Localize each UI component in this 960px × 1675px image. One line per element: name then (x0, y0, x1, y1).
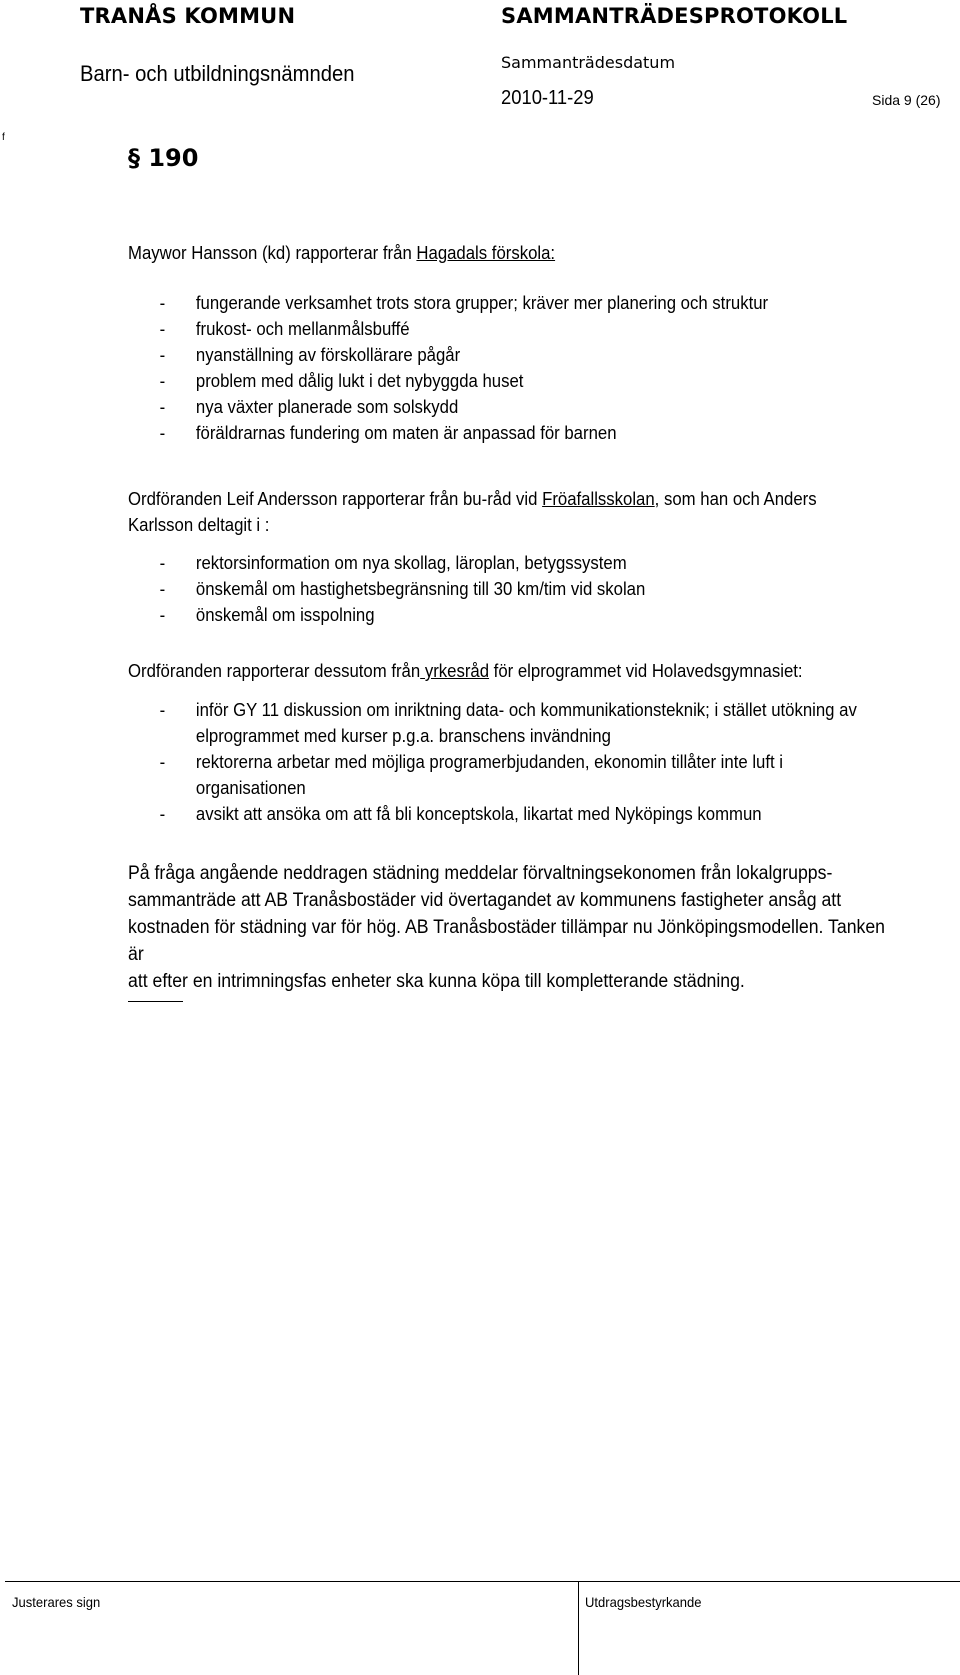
council-name-yrkesrad: yrkesråd (420, 661, 490, 681)
bullet-dash: - (159, 605, 166, 625)
bullet-dash: - (159, 553, 166, 573)
paragraph-froafall-report (128, 486, 817, 538)
hagadal-bullet-list (128, 290, 960, 446)
paragraph-line: att efter en intrimningsfas enheter ska kunna köpa till kompletterande städning. (128, 971, 745, 992)
list-item-text: avsikt att ansöka om att få bli konceptskola, likartat med Nyköpings kommun (195, 804, 762, 824)
paragraph-text: Ordföranden rapporterar dessutom från (128, 661, 421, 681)
paragraph-line: På fråga angående neddragen städning meddelar förvaltningsekonomen från lokalgrupps- (128, 863, 833, 884)
list-item (128, 368, 960, 394)
list-item (128, 394, 960, 420)
meeting-date: 2010-11-29 (501, 87, 594, 109)
list-item (128, 697, 960, 749)
paragraph-cleaning-question (128, 860, 902, 995)
list-item (128, 290, 960, 316)
paragraph-text: , som han och Anders (654, 489, 817, 509)
section-heading (128, 144, 198, 172)
list-item-text: problem med dålig lukt i det nybyggda huset (195, 371, 524, 391)
list-item-text: önskemål om isspolning (195, 605, 375, 625)
footer-box (5, 1581, 960, 1674)
extract-certification-label: Utdragsbestyrkande (585, 1594, 702, 1610)
school-name-froafall: Fröafallsskolan (542, 489, 655, 509)
section-end-line (128, 1001, 183, 1002)
list-item-text: nya växter planerade som solskydd (195, 397, 459, 417)
paragraph-hagadal-report (128, 240, 555, 266)
paragraph-text: Maywor Hansson (kd) rapporterar från (128, 243, 417, 263)
bullet-dash: - (159, 700, 166, 720)
list-item (128, 602, 960, 628)
adjuster-signature-label: Justerares sign (12, 1594, 101, 1610)
school-name-hagadal: Hagadals förskola: (416, 243, 556, 263)
bullet-dash: - (159, 423, 166, 443)
document-type: SAMMANTRÄDESPROTOKOLL (501, 4, 848, 28)
bullet-dash: - (159, 804, 166, 824)
organization-name: TRANÅS KOMMUN (80, 4, 296, 28)
list-item (128, 550, 960, 576)
list-item (128, 801, 960, 827)
margin-mark: f (2, 132, 5, 143)
list-item-text: föräldrarnas fundering om maten är anpassad för barnen (195, 423, 617, 443)
list-item-text: nyanställning av förskollärare pågår (195, 345, 461, 365)
list-item-text: rektorsinformation om nya skollag, läroplan, betygssystem (195, 553, 627, 573)
paragraph-line: kostnaden för städning var för hög. AB Tranåsbostäder tillämpar nu Jönköpingsmodellen. Tanken är (128, 917, 886, 965)
page-number: Sida 9 (26) (872, 92, 941, 108)
list-item-text: frukost- och mellanmålsbuffé (195, 319, 410, 339)
bullet-dash: - (159, 319, 166, 339)
paragraph-text: för elprogrammet vid Holavedsgymnasiet: (489, 661, 803, 681)
list-item (128, 342, 960, 368)
bullet-dash: - (159, 579, 166, 599)
bullet-dash: - (159, 752, 166, 772)
footer-divider (578, 1581, 579, 1675)
list-item-text: elprogrammet med kurser p.g.a. branschens invändning (195, 726, 611, 746)
list-item (128, 749, 960, 801)
list-item-text: önskemål om hastighetsbegränsning till 30 km/tim vid skolan (195, 579, 646, 599)
bullet-dash: - (159, 345, 166, 365)
list-item-text: rektorerna arbetar med möjliga programerbjudanden, ekonomin tillåter inte luft i (195, 752, 784, 772)
list-item-text: inför GY 11 diskussion om inriktning data- och kommunikationsteknik; i stället utökning av (195, 700, 857, 720)
section-symbol: § (128, 144, 140, 172)
paragraph-line: sammanträde att AB Tranåsbostäder vid övertagandet av kommunens fastigheter ansåg att (128, 890, 842, 911)
paragraph-text: Ordföranden Leif Andersson rapporterar från bu-råd vid (128, 489, 543, 509)
list-item-text: organisationen (195, 778, 306, 798)
list-item (128, 420, 960, 446)
bullet-dash: - (159, 293, 166, 313)
section-number: 190 (148, 144, 199, 172)
meeting-date-label: Sammanträdesdatum (501, 53, 676, 72)
list-item (128, 316, 960, 342)
paragraph-text: Karlsson deltagit i : (128, 515, 270, 535)
bullet-dash: - (159, 371, 166, 391)
list-item (128, 576, 960, 602)
paragraph-yrkesrad-report (128, 658, 803, 684)
department-name: Barn- och utbildningsnämnden (80, 61, 355, 86)
froafall-bullet-list (128, 550, 960, 628)
bullet-dash: - (159, 397, 166, 417)
yrkesrad-bullet-list (128, 697, 960, 827)
list-item-text: fungerande verksamhet trots stora grupper; kräver mer planering och struktur (195, 293, 769, 313)
